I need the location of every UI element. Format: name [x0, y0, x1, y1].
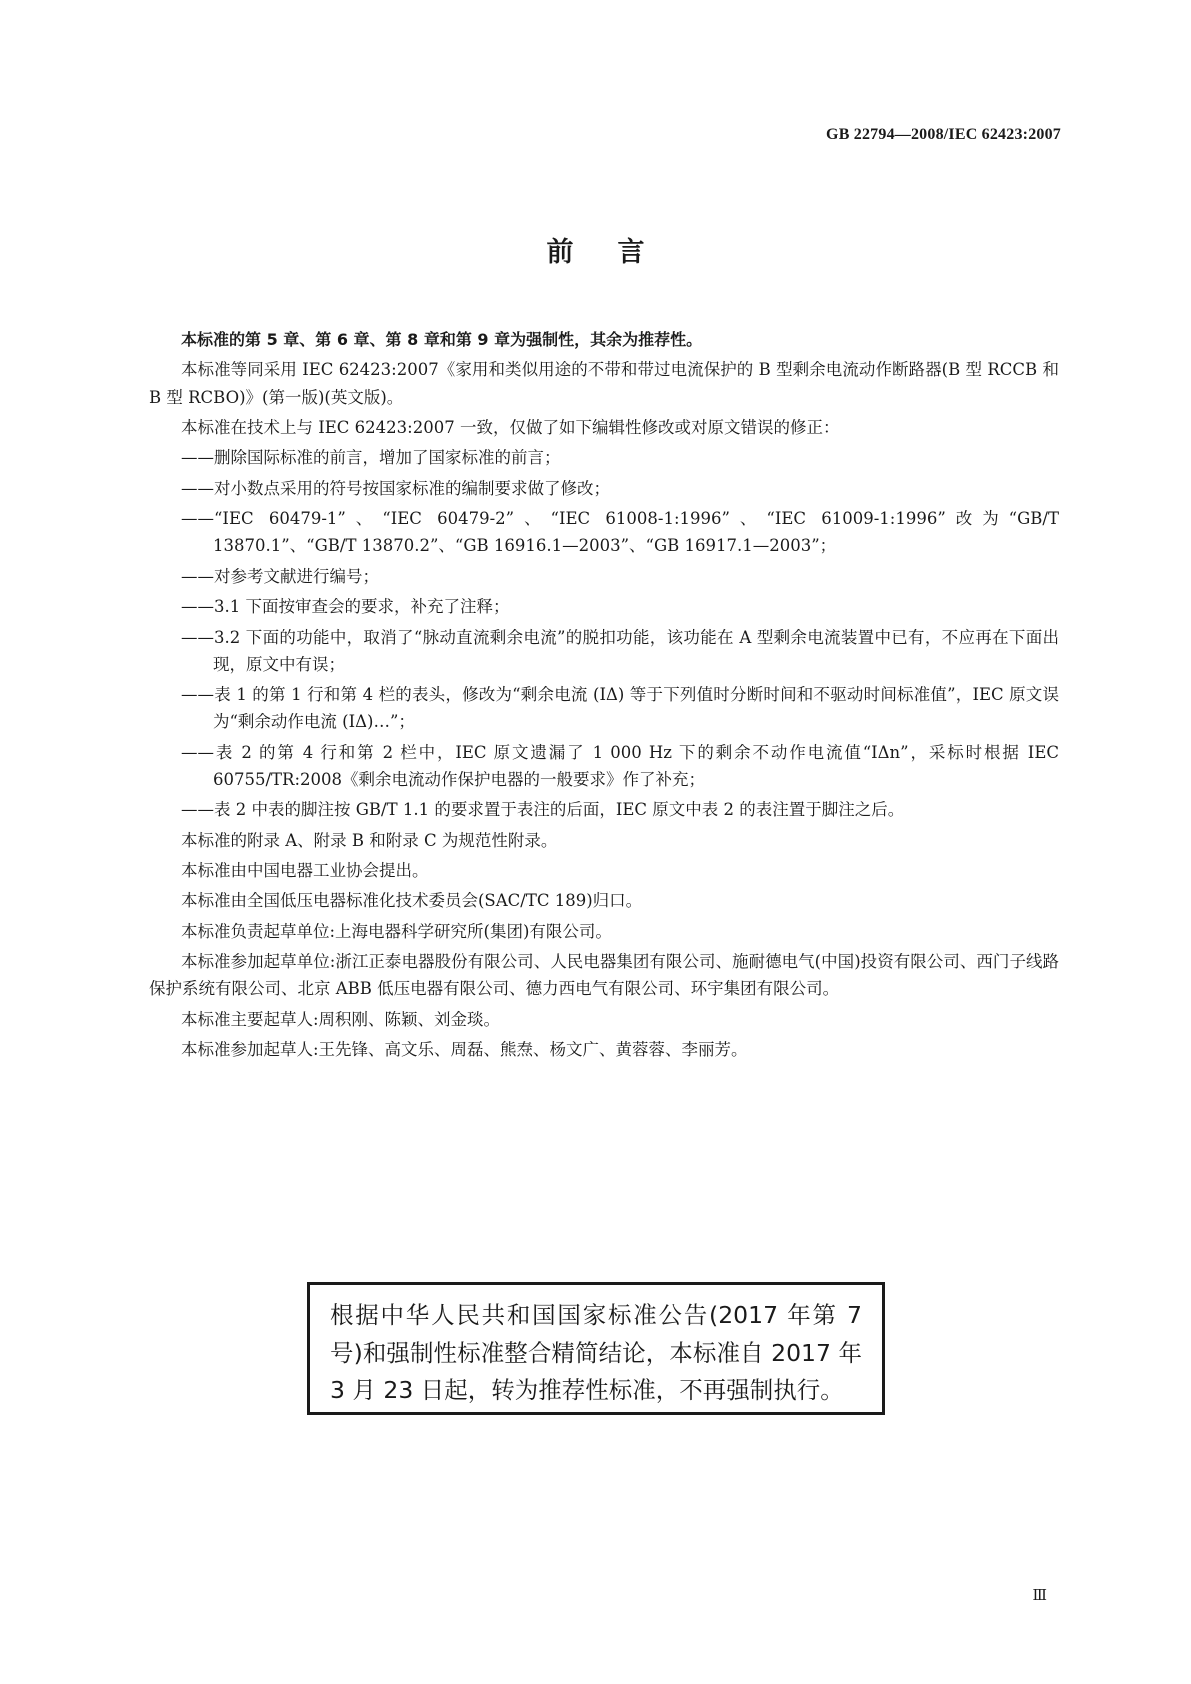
- foreword-body: [149, 326, 1059, 1067]
- modification-item: ——表 1 的第 1 行和第 4 栏的表头，修改为“剩余电流 (IΔ) 等于下列值时分断时间和不驱动时间标准值”，IEC 原文误为“剩余动作电流 (IΔ)…”；: [181, 685, 1059, 732]
- modification-item: ——3.2 下面的功能中，取消了“脉动直流剩余电流”的脱扣功能，该功能在 A 型剩余电流装置中已有，不应再在下面出现，原文中有误；: [181, 627, 1059, 674]
- lead-drafter-statement: 本标准负责起草单位:上海电器科学研究所(集团)有限公司。: [181, 921, 612, 941]
- mandatory-statement: 本标准的第 5 章、第 6 章、第 8 章和第 9 章为强制性，其余为推荐性。: [181, 330, 703, 349]
- annex-statement: 本标准的附录 A、附录 B 和附录 C 为规范性附录。: [181, 830, 558, 850]
- adoption-statement: 本标准等同采用 IEC 62423:2007《家用和类似用途的不带和带过电流保护的 B 型剩余电流动作断路器(B 型 RCCB 和 B 型 RCBO)》(第一版)(英文版)。: [149, 360, 1059, 407]
- page-title: 前言: [546, 237, 689, 268]
- committee-statement: 本标准由全国低压电器标准化技术委员会(SAC/TC 189)归口。: [181, 891, 643, 911]
- participating-drafters-statement: 本标准参加起草单位:浙江正泰电器股份有限公司、人民电器集团有限公司、施耐德电气(中国)投资有限公司、西门子线路保护系统有限公司、北京 ABB 低压电器有限公司、德力西电气有限公司、环宇集团有限公司。: [149, 952, 1059, 999]
- participating-persons-statement: 本标准参加起草人:王先锋、高文乐、周磊、熊焘、杨文广、黄蓉蓉、李丽芳。: [181, 1040, 748, 1060]
- modification-item: ——对小数点采用的符号按国家标准的编制要求做了修改；: [181, 478, 610, 498]
- modification-item: ——“IEC 60479-1”、“IEC 60479-2”、“IEC 61008-1:1996”、“IEC 61009-1:1996”改为“GB/T 13870.1”、“GB/T 13870.2”、“GB 16916.1—2003”、“GB 16917.1—2003”；: [181, 509, 1059, 556]
- modification-item: ——3.1 下面按审查会的要求，补充了注释；: [181, 597, 510, 617]
- page-number: Ⅲ: [1032, 1588, 1048, 1604]
- main-drafters-statement: 本标准主要起草人:周积刚、陈颖、刘金琰。: [181, 1009, 501, 1029]
- consistency-statement: 本标准在技术上与 IEC 62423:2007 一致，仅做了如下编辑性修改或对原文错误的修正：: [181, 417, 840, 437]
- notice-box: 根据中华人民共和国国家标准公告(2017 年第 7 号)和强制性标准整合精简结论，本标准自 2017 年 3 月 23 日起，转为推荐性标准，不再强制执行。: [307, 1282, 885, 1415]
- modification-item: ——表 2 的第 4 行和第 2 栏中，IEC 原文遗漏了 1 000 Hz 下的剩余不动作电流值“IΔn”，采标时根据 IEC 60755/TR:2008《剩余电流动作保护电器的一般要求》作了补充；: [181, 742, 1059, 789]
- modification-item: ——删除国际标准的前言，增加了国家标准的前言；: [181, 448, 561, 468]
- modification-item: ——表 2 中表的脚注按 GB/T 1.1 的要求置于表注的后面，IEC 原文中表 2 的表注置于脚注之后。: [181, 800, 905, 820]
- modification-item: ——对参考文献进行编号；: [181, 566, 379, 586]
- proposer-statement: 本标准由中国电器工业协会提出。: [181, 861, 429, 881]
- standard-code: GB 22794—2008/IEC 62423:2007: [826, 126, 1061, 143]
